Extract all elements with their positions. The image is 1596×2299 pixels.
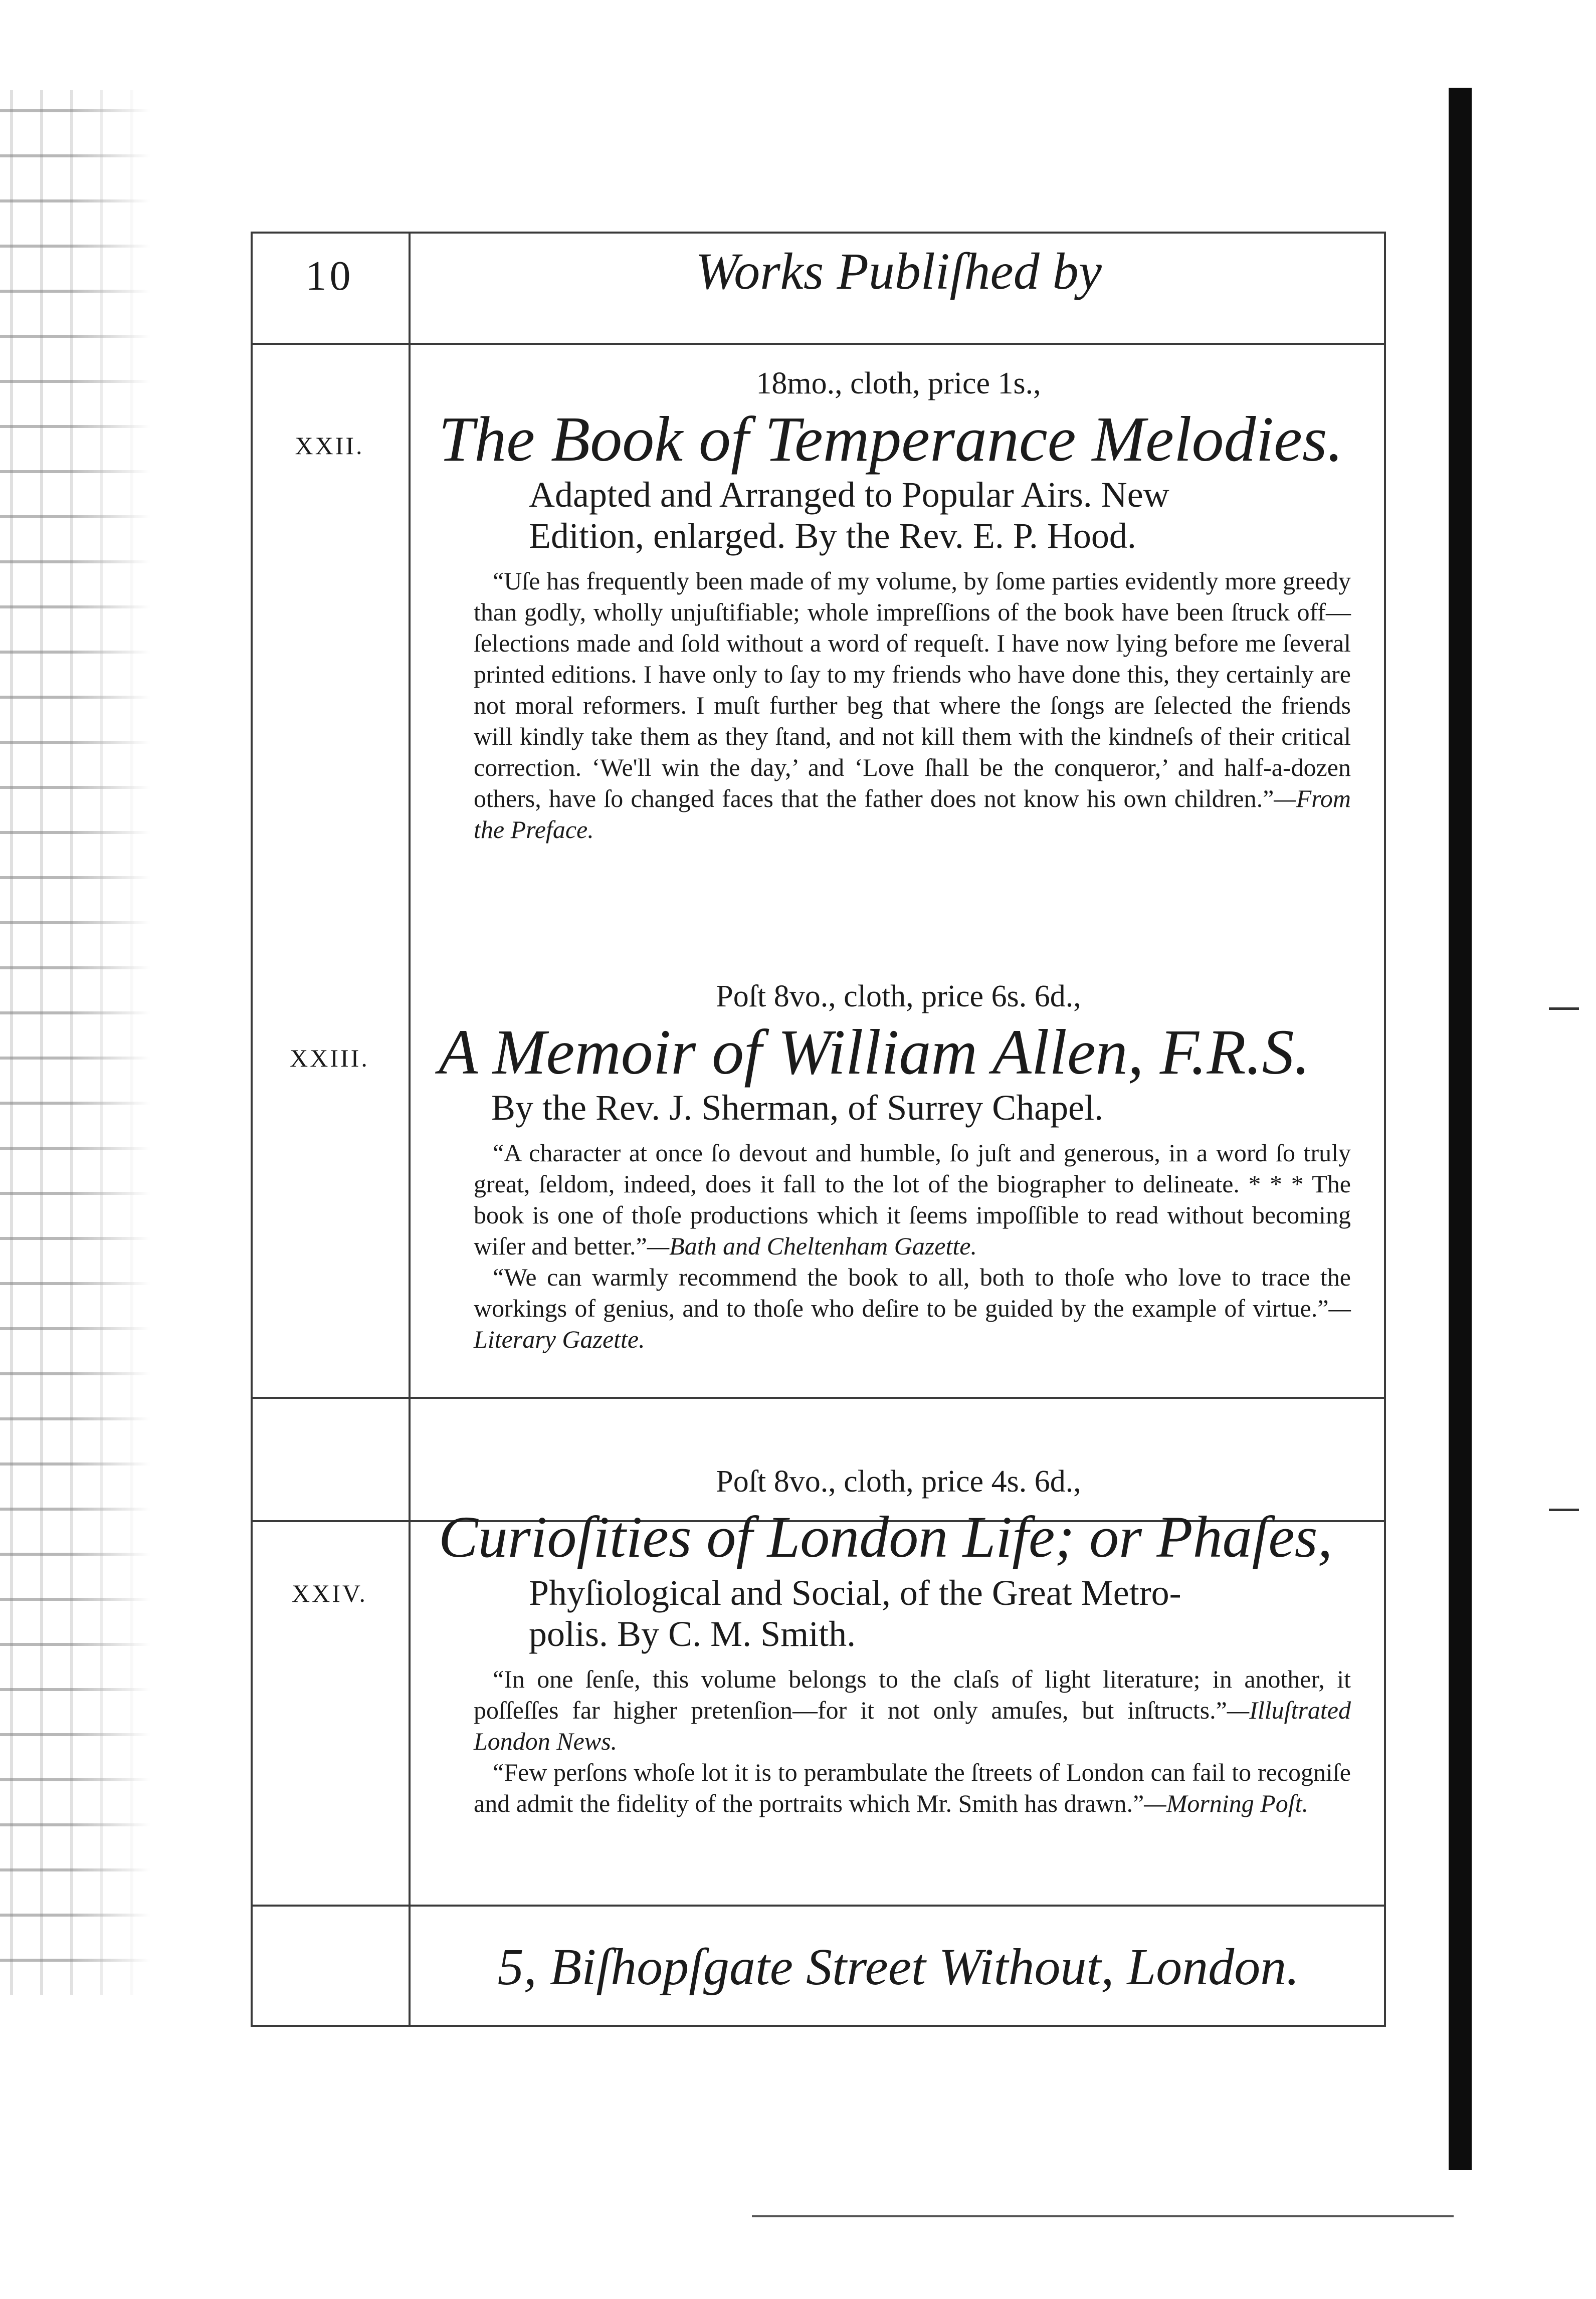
entry-price: Poſt 8vo., cloth, price 4s. 6d., — [716, 1465, 1081, 1499]
rule-top — [251, 232, 1386, 234]
entry-title: A Memoir of William Allen, F.R.S. — [439, 1016, 1310, 1088]
review-source: —Illuſtrated London News. — [474, 1696, 1351, 1755]
rule-left-lower — [251, 1522, 253, 2027]
entry-curiosities-london-life — [411, 1461, 1386, 1819]
entry-subtitle — [411, 1087, 1386, 1128]
review-text: “Uſe has frequently been made of my volume, by ſome parties evidently more greedy than godly, wholly unjuſtifiable; whole impreſſions of the book have been ſtruck off—ſelections made and ſold without a word of requeſt. I have now lying before me ſeveral printed editions. I have only to ſay to my friends who have done this, they certainly are not moral reformers. I muſt further beg that where the ſongs are ſelected the friends will kindly take them as they ſtand, and not kill them with the kindneſs of their critical correction. ‘We'll win the day,’ and ‘Love ſhall be the conqueror,’ and half-a-dozen others, have ſo changed faces that the father does not know his own children.” — [474, 567, 1351, 812]
scan-mark — [1549, 1509, 1579, 1511]
scan-mark — [1549, 1007, 1579, 1010]
subtitle-line: Phyſiological and Social, of the Great Metro- — [529, 1573, 1181, 1613]
entry-title: The Book of Temperance Melodies. — [439, 403, 1343, 475]
rule-header — [251, 343, 1386, 345]
entry-temperance-melodies — [411, 363, 1386, 845]
entry-numeral: XXIV. — [291, 1579, 368, 1607]
scan-shadow-left — [0, 90, 150, 1995]
entry-numeral: XXII. — [295, 432, 364, 460]
entry-subtitle — [411, 1572, 1386, 1654]
review-source: —From the Preface. — [474, 784, 1351, 844]
running-head: Works Publiſhed by — [695, 243, 1102, 300]
review-source: —Morning Poſt. — [1144, 1789, 1309, 1817]
subtitle-line: Edition, enlarged. By the Rev. E. P. Hood. — [529, 516, 1136, 556]
scan-shadow-right — [1449, 88, 1472, 2170]
rule-footer-top — [251, 1905, 1386, 1907]
entry-review — [411, 1137, 1386, 1355]
rule-footer-bottom — [251, 2025, 1386, 2027]
review-source: —Literary Gazette. — [474, 1294, 1351, 1353]
review-text: “In one ſenſe, this volume belongs to the claſs of light literature; in another, it poſſeſſes far higher pretenſion—for it not only amuſes, but inſtructs.” — [474, 1665, 1351, 1724]
rule-gutter-lower — [409, 1522, 411, 2027]
entry-price: 18mo., cloth, price 1s., — [756, 366, 1041, 400]
page-frame — [251, 232, 1386, 1522]
review-text: “A character at once ſo devout and humble, ſo juſt and generous, in a word ſo truly great, ſeldom, indeed, does it fall to the lot of the biographer to delineate. * * * The book is one of thoſe productions which it ſeems impoſſible to read without becoming wiſer and better.” — [474, 1139, 1351, 1260]
rule-footer — [251, 1397, 1386, 1399]
subtitle-line: polis. By C. M. Smith. — [529, 1614, 856, 1654]
review-text: “We can warmly recommend the book to all, both to thoſe who love to trace the workings of genius, and to thoſe who deſire to be guided by the example of virtue.” — [474, 1263, 1351, 1322]
review-source: —Bath and Cheltenham Gazette. — [647, 1232, 977, 1260]
subtitle-line: Adapted and Arranged to Popular Airs. New — [529, 475, 1169, 515]
page-number: 10 — [305, 253, 354, 299]
entry-numeral: XXIII. — [290, 1044, 369, 1072]
entry-memoir-william-allen — [411, 976, 1386, 1355]
entry-subtitle — [411, 474, 1386, 556]
subtitle-line: By the Rev. J. Sherman, of Surrey Chapel. — [491, 1088, 1104, 1128]
entry-review — [411, 565, 1386, 845]
entry-price: Poſt 8vo., cloth, price 6s. 6d., — [716, 979, 1081, 1013]
rule-gutter — [409, 232, 411, 1522]
review-text: “Few perſons whoſe lot it is to perambulate the ſtreets of London can fail to recogniſe and admit the fidelity of the portraits which Mr. Smith has drawn.” — [474, 1758, 1351, 1817]
scan-mark — [752, 2215, 1454, 2217]
entry-title: Curioſities of London Life; or Phaſes, — [439, 1504, 1333, 1570]
entry-review — [411, 1663, 1386, 1819]
publisher-imprint: 5, Biſhopſgate Street Without, London. — [497, 1938, 1300, 1996]
rule-left — [251, 232, 253, 1522]
